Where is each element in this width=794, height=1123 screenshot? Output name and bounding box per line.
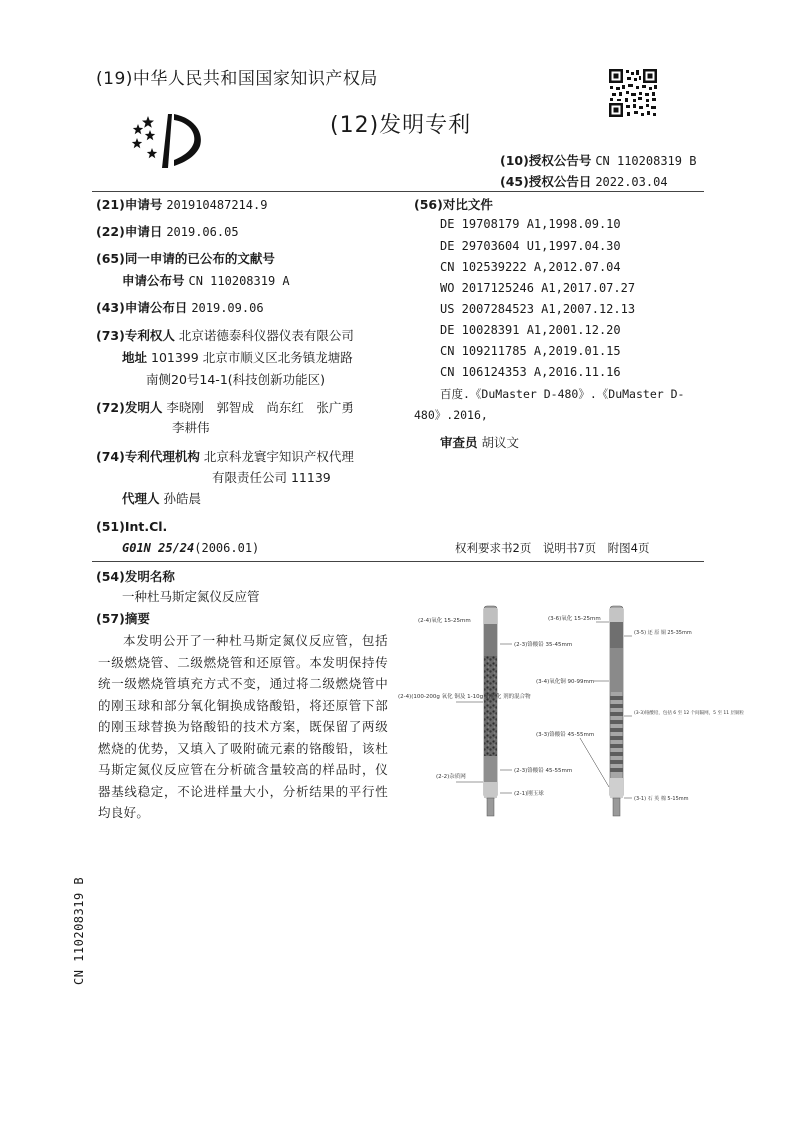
agency-label: (74)专利代理机构 xyxy=(96,449,200,464)
secondary-combustion-tube xyxy=(484,606,497,816)
application-date-label: (22)申请日 xyxy=(96,224,163,239)
publication-date-label: (43)申请公布日 xyxy=(96,300,188,315)
citation-non-patent-line-1: 百度.《DuMaster D-480》.《DuMaster D- xyxy=(440,387,685,401)
address-line-1: 101399 北京市顺义区北务镇龙塘路 xyxy=(151,350,353,365)
inventors-row xyxy=(96,398,354,417)
citation-item: WO 2017125246 A1,2017.07.27 xyxy=(440,281,636,295)
citation-item: DE 19708179 A1,1998.09.10 xyxy=(440,217,621,231)
agency-row xyxy=(96,447,354,466)
agency-line-1: 北京科龙寰宇知识产权代理 xyxy=(203,449,354,464)
citation-item: CN 102539222 A,2012.07.04 xyxy=(440,260,621,274)
patentee-label: (73)专利权人 xyxy=(96,328,175,343)
publication-date-value: 2019.09.06 xyxy=(191,301,264,315)
abstract-label: (57)摘要 xyxy=(96,611,150,626)
inventors-line-1: 李晓刚 郭智成 尚东红 张广勇 xyxy=(166,400,354,415)
application-number-value: 201910487214.9 xyxy=(166,198,268,212)
page-counts: 权利要求书2页 说明书7页 附图4页 xyxy=(455,541,650,555)
address-row xyxy=(122,348,353,367)
tube-label-left-0: (2-4)氧化 15-25mm xyxy=(418,618,471,624)
middle-divider xyxy=(92,561,704,562)
address-label: 地址 xyxy=(122,350,148,365)
ipc-label-row xyxy=(96,517,167,536)
application-number-row xyxy=(96,195,267,215)
ipc-label: (51)Int.Cl. xyxy=(96,519,168,534)
application-date-value: 2019.06.05 xyxy=(166,225,239,239)
inventors-label: (72)发明人 xyxy=(96,400,163,415)
svg-text:(2-4)(100-200g 氧化 铜及 1-10g 铂催化: (2-4)(100-200g 氧化 铜及 1-10g 铂催化 剂的混合物 xyxy=(398,694,531,700)
office-name: (19)中华人民共和国国家知识产权局 xyxy=(96,69,378,89)
tube-label-left-4: (2-2)杂质网 xyxy=(436,774,466,780)
examiner-row xyxy=(440,433,519,452)
tube-label-left-1: (2-3)铬酸铅 35-45mm xyxy=(514,642,573,648)
examiner-label: 审查员 xyxy=(440,435,478,450)
agent-label: 代理人 xyxy=(122,491,160,506)
tube-label-left-3: (2-3)铬酸铅 45-55mm xyxy=(514,768,573,774)
grant-number-label: (10)授权公告号 xyxy=(500,153,592,168)
grant-date-value: 2022.03.04 xyxy=(595,175,668,189)
ipc-year: (2006.01) xyxy=(194,541,260,555)
grant-date-label: (45)授权公告日 xyxy=(500,174,592,189)
patentee-row xyxy=(96,326,354,345)
publication-number-row xyxy=(122,271,290,291)
document-type-title: (12)发明专利 xyxy=(330,113,472,138)
abstract-label-row xyxy=(96,609,150,628)
grant-number-row xyxy=(500,151,696,169)
publication-number-label: 申请公布号 xyxy=(122,273,185,288)
header-divider xyxy=(92,191,704,192)
grant-number-value: CN 110208319 B xyxy=(595,154,697,168)
tube-label-right-3: (3-3)铬酸铅 45-55mm xyxy=(536,732,595,738)
reduction-tube xyxy=(610,606,623,816)
address-line-2: 南侧20号14-1(科技创新功能区) xyxy=(146,372,326,387)
invention-title: 一种杜马斯定氮仪反应管 xyxy=(122,589,260,604)
application-date-row xyxy=(96,222,239,242)
tube-label-left-2 xyxy=(398,692,531,700)
citation-item: DE 29703604 U1,1997.04.30 xyxy=(440,239,621,253)
agency-line-2: 有限责任公司 11139 xyxy=(212,470,331,485)
application-number-label: (21)申请号 xyxy=(96,197,163,212)
same-application-label: (65)同一申请的已公布的文献号 xyxy=(96,251,275,266)
abstract-text: 本发明公开了一种杜马斯定氮仪反应管，包括一级燃烧管、二级燃烧管和还原管。本发明保持传统一级燃烧管填充方式不变，通过将二级燃烧管中的刚玉球和部分氧化铜换成铬酸铅，将还原管下部的刚玉球替换为铬酸铅的技术方案，既保留了两级燃烧的优势，又填入了吸附硫元素的铬酸铅，该杜马斯定氮仪反应管在分析硫含量较高的样品时，仪器基线稳定，不论进样量大小，分析结果的平行性均良好。 xyxy=(98,633,388,820)
citation-item: CN 109211785 A,2019.01.15 xyxy=(440,344,621,358)
ipc-code: G01N 25/24 xyxy=(122,541,195,555)
citations-label-row xyxy=(414,195,493,214)
reaction-tube-figure xyxy=(396,602,745,824)
citation-item: US 2007284523 A1,2007.12.13 xyxy=(440,302,636,316)
invention-title-label: (54)发明名称 xyxy=(96,569,175,584)
citation-non-patent-line-2: 480》.2016, xyxy=(414,408,488,422)
tube-label-right-4: (3-3)铬酸铅，包括 6 至 12 个间隔网，5 至 11 层铜粒 xyxy=(634,711,745,716)
tube-label-right-1: (3-5) 还 原 铜 25-35mm xyxy=(634,630,692,636)
invention-title-label-row xyxy=(96,567,175,586)
citations-label: (56)对比文件 xyxy=(414,197,493,212)
tube-label-right-5: (3-1) 石 英 棉 5-15mm xyxy=(634,796,689,802)
citation-item: CN 106124353 A,2016.11.16 xyxy=(440,365,621,379)
side-publication-number: CN 110208319 B xyxy=(72,876,86,985)
inventors-line-2: 李耕伟 xyxy=(172,420,210,435)
citation-item: DE 10028391 A1,2001.12.20 xyxy=(440,323,621,337)
tube-label-right-0: (3-6)氧化 15-25mm xyxy=(548,616,601,622)
qr-code-icon xyxy=(608,68,658,118)
cnipa-logo-icon xyxy=(128,108,212,172)
agent-row xyxy=(122,489,201,508)
agent-value: 孙皓晨 xyxy=(163,491,202,506)
tube-label-left-5: (2-1)刚玉球 xyxy=(514,791,544,797)
publication-date-row xyxy=(96,298,264,318)
examiner-value: 胡议文 xyxy=(481,435,520,450)
grant-date-row xyxy=(500,172,668,190)
same-application-row xyxy=(96,249,275,268)
tube-label-right-2: (3-4)氧化铜 90-99mm xyxy=(536,679,595,685)
ipc-classification-row xyxy=(122,538,259,558)
publication-number-value: CN 110208319 A xyxy=(188,274,290,288)
patentee-value: 北京诺德泰科仪器仪表有限公司 xyxy=(178,328,354,343)
